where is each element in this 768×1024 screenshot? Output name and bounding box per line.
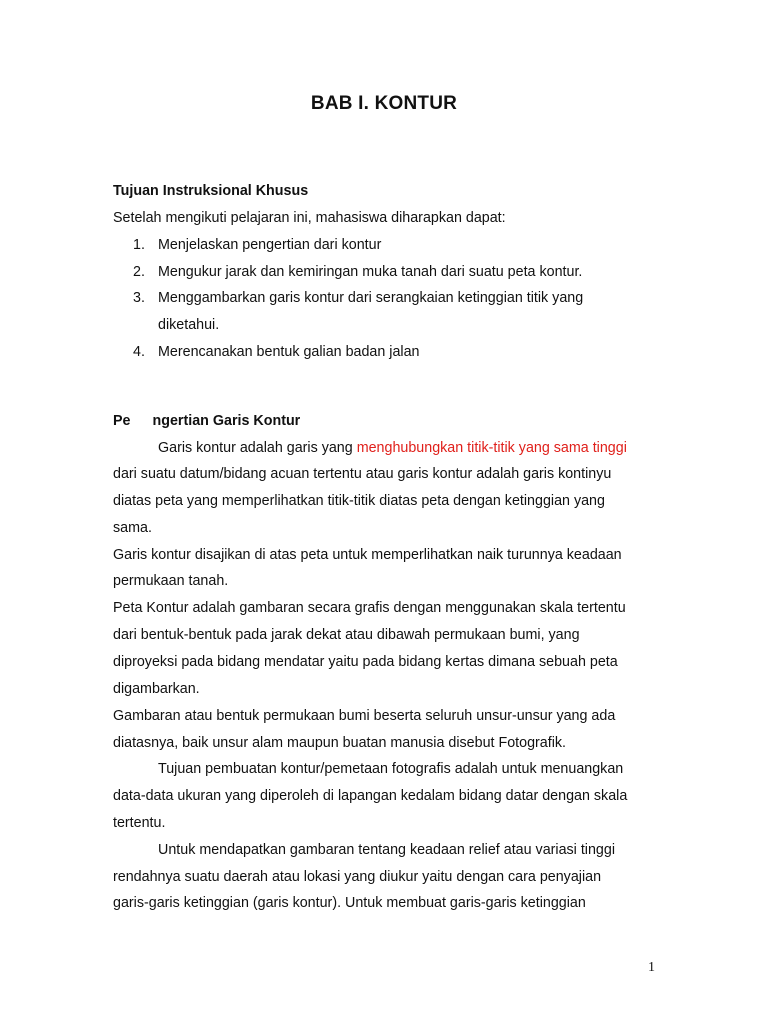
highlighted-text: menghubungkan titik-titik yang sama tinggi — [356, 440, 627, 456]
list-item-text: Menjelaskan pengertian dari kontur — [158, 237, 382, 253]
objectives-intro: Setelah mengikuti pelajaran ini, mahasiswa diharapkan dapat: — [113, 210, 506, 226]
paragraph-line: dari bentuk-bentuk pada jarak dekat atau dibawah permukaan bumi, yang — [113, 627, 580, 643]
section-heading-objectives: Tujuan Instruksional Khusus — [113, 183, 309, 199]
paragraph-line: Gambaran atau bentuk permukaan bumi beserta seluruh unsur-unsur yang ada — [113, 708, 616, 724]
list-item-number: 1. — [133, 237, 145, 253]
paragraph-line: tertentu. — [113, 815, 166, 831]
paragraph-line: digambarkan. — [113, 681, 200, 697]
list-item-number: 3. — [133, 290, 145, 306]
paragraph-line: Tujuan pembuatan kontur/pemetaan fotografis adalah untuk menuangkan — [158, 761, 624, 777]
list-item-text: Mengukur jarak dan kemiringan muka tanah dari suatu peta kontur. — [158, 264, 583, 280]
paragraph-line — [158, 438, 627, 458]
heading-part-a: Pe — [113, 413, 131, 429]
list-item-text-continued: diketahui. — [158, 317, 220, 333]
list-item-text: Merencanakan bentuk galian badan jalan — [158, 344, 420, 360]
paragraph-line: diproyeksi pada bidang mendatar yaitu pada bidang kertas dimana sebuah peta — [113, 654, 618, 670]
paragraph-line: sama. — [113, 520, 152, 536]
paragraph-line: rendahnya suatu daerah atau lokasi yang diukur yaitu dengan cara penyajian — [113, 869, 602, 885]
list-item-text: Menggambarkan garis kontur dari serangkaian ketinggian titik yang — [158, 290, 584, 306]
page-title: BAB I. KONTUR — [310, 93, 458, 114]
list-item-number: 2. — [133, 264, 145, 280]
heading-part-b: ngertian Garis Kontur — [152, 413, 301, 429]
paragraph-text: Garis kontur adalah garis yang — [158, 440, 357, 456]
paragraph-line: data-data ukuran yang diperoleh di lapangan kedalam bidang datar dengan skala — [113, 788, 628, 804]
section-heading-definition — [113, 411, 300, 431]
paragraph-line: Peta Kontur adalah gambaran secara grafis dengan menggunakan skala tertentu — [113, 600, 626, 616]
paragraph-line: diatas peta yang memperlihatkan titik-titik diatas peta dengan ketinggian yang — [113, 493, 605, 509]
list-item-number: 4. — [133, 344, 145, 360]
paragraph-line: Garis kontur disajikan di atas peta untuk memperlihatkan naik turunnya keadaan — [113, 547, 622, 563]
paragraph-line: garis-garis ketinggian (garis kontur). Untuk membuat garis-garis ketinggian — [113, 895, 586, 911]
paragraph-line: permukaan tanah. — [113, 573, 229, 589]
page-number: 1 — [648, 960, 655, 975]
paragraph-line: dari suatu datum/bidang acuan tertentu atau garis kontur adalah garis kontinyu — [113, 466, 612, 482]
paragraph-line: Untuk mendapatkan gambaran tentang keadaan relief atau variasi tinggi — [158, 842, 616, 858]
paragraph-line: diatasnya, baik unsur alam maupun buatan manusia disebut Fotografik. — [113, 735, 567, 751]
